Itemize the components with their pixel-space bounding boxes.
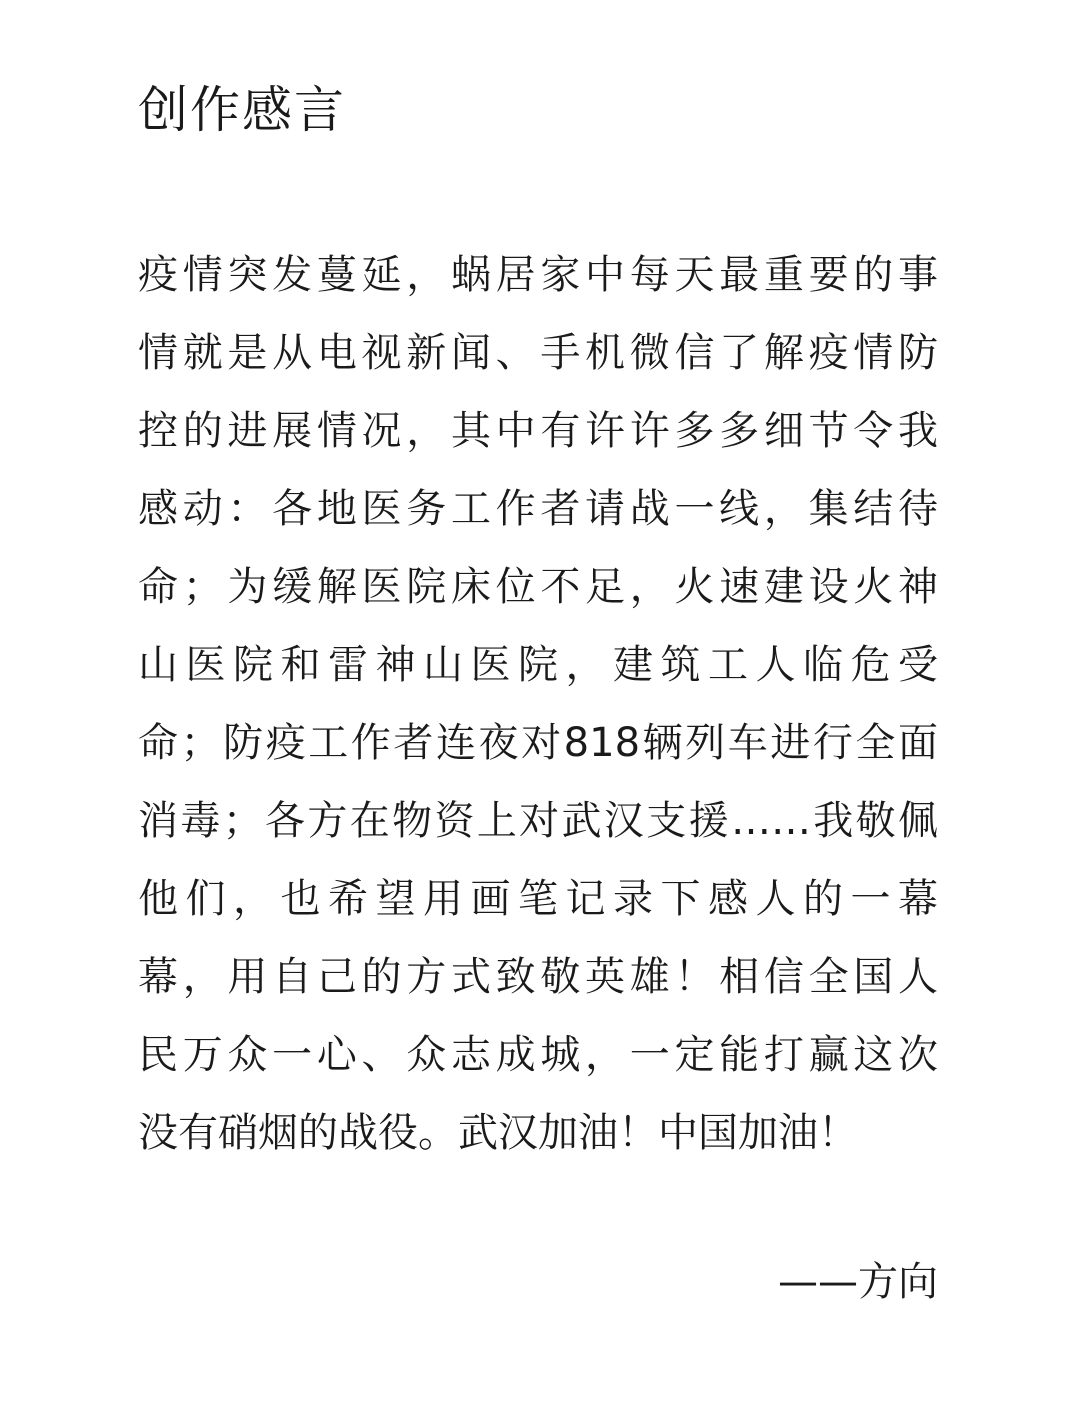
author-signature: ——方向 — [778, 1259, 938, 1305]
page-title: 创作感言 — [138, 81, 346, 139]
body-line-4: 感动：各地医务工作者请战一线，集结待 — [138, 486, 938, 532]
body-line-5: 命；为缓解医院床位不足，火速建设火神 — [138, 564, 938, 610]
body-line-12: 没有硝烟的战役。武汉加油！中国加油！ — [138, 1110, 858, 1156]
body-line-1: 疫情突发蔓延，蜗居家中每天最重要的事 — [138, 252, 938, 298]
body-line-2: 情就是从电视新闻、手机微信了解疫情防 — [138, 330, 938, 376]
body-line-8: 消毒；各方在物资上对武汉支援……我敬佩 — [138, 798, 938, 844]
body-line-9: 他们，也希望用画笔记录下感人的一幕 — [138, 876, 938, 922]
body-line-3: 控的进展情况，其中有许许多多细节令我 — [138, 408, 938, 454]
body-line-6: 山医院和雷神山医院，建筑工人临危受 — [138, 642, 938, 688]
body-line-11: 民万众一心、众志成城，一定能打赢这次 — [138, 1032, 938, 1078]
body-line-7: 命；防疫工作者连夜对818辆列车进行全面 — [138, 720, 938, 766]
article-body — [138, 236, 938, 1172]
body-line-10: 幕，用自己的方式致敬英雄！相信全国人 — [138, 954, 938, 1000]
